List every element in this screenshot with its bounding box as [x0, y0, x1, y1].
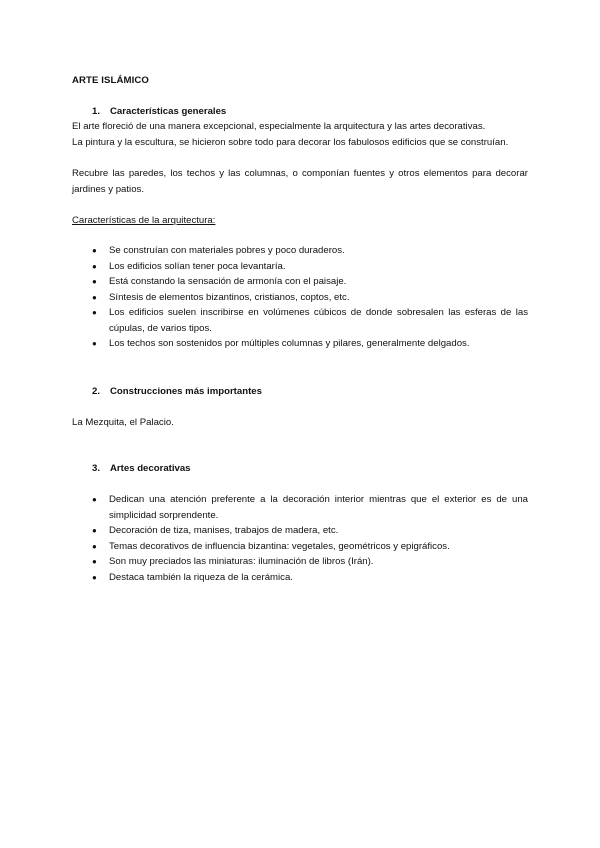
list-item: ● Los techos son sostenidos por múltiples columnas y pilares, generalmente delgados.	[92, 336, 528, 352]
bullet-icon: ●	[92, 292, 97, 302]
bullet-icon: ●	[92, 277, 97, 286]
section-2-title: Construcciones más importantes	[110, 386, 262, 397]
bullet-icon: ●	[92, 246, 97, 255]
section-2-heading	[92, 384, 262, 400]
section-1-paragraph-3: Recubre las paredes, los techos y las columnas, o componían fuentes y otros elementos para decorar jardines y patios.	[72, 168, 528, 195]
list-item: ● Se construían con materiales pobres y poco duraderos.	[92, 243, 528, 259]
section-3-title: Artes decorativas	[110, 463, 191, 474]
list-item: ● Son muy preciados las miniaturas: iluminación de libros (Irán).	[92, 554, 528, 570]
bullet-icon: ●	[92, 557, 97, 566]
bullet-icon: ●	[92, 339, 97, 348]
section-2-number: 2.	[92, 386, 101, 397]
list-item: ● Los edificios solían tener poca levantaría.	[92, 259, 528, 275]
list-item: ● Síntesis de elementos bizantinos, cristianos, coptos, etc.	[92, 290, 528, 306]
bullet-icon: ●	[92, 526, 97, 535]
section-3-heading	[92, 461, 191, 477]
decorative-arts-bullet-list	[92, 492, 528, 585]
bullet-icon: ●	[92, 495, 97, 504]
architecture-bullet-list	[92, 243, 528, 352]
section-1-title: Características generales	[110, 106, 227, 117]
section-3-number: 3.	[92, 463, 101, 474]
list-item: ● Decoración de tiza, manises, trabajos de madera, etc.	[92, 523, 528, 539]
bullet-icon: ●	[92, 572, 97, 582]
section-1-number: 1.	[92, 106, 101, 117]
list-item: ● Destaca también la riqueza de la cerámica.	[92, 570, 528, 586]
section-2-text: La Mezquita, el Palacio.	[72, 417, 174, 428]
list-item: ● Los edificios suelen inscribirse en volúmenes cúbicos de donde sobresalen las esferas de las cúpulas, de varios tipos.	[92, 307, 528, 334]
document-title: ARTE ISLÁMICO	[72, 75, 149, 86]
bullet-icon: ●	[92, 308, 97, 317]
section-1-paragraph-2: La pintura y la escultura, se hicieron sobre todo para decorar los fabulosos edificios que se construían.	[72, 137, 509, 148]
list-item: ● Está constando la sensación de armonía con el paisaje.	[92, 274, 528, 290]
section-1-heading	[92, 104, 226, 120]
list-item: ● Dedican una atención preferente a la decoración interior mientras que el exterior es de una simplicidad sorprendente.	[92, 494, 528, 521]
bullet-icon: ●	[92, 541, 97, 551]
section-1-paragraph-1: El arte floreció de una manera excepcional, especialmente la arquitectura y las artes decorativas.	[72, 121, 486, 132]
bullet-icon: ●	[92, 261, 97, 271]
list-item: ● Temas decorativos de influencia bizantina: vegetales, geométricos y epigráficos.	[92, 539, 528, 555]
architecture-subheading: Características de la arquitectura:	[72, 215, 216, 226]
